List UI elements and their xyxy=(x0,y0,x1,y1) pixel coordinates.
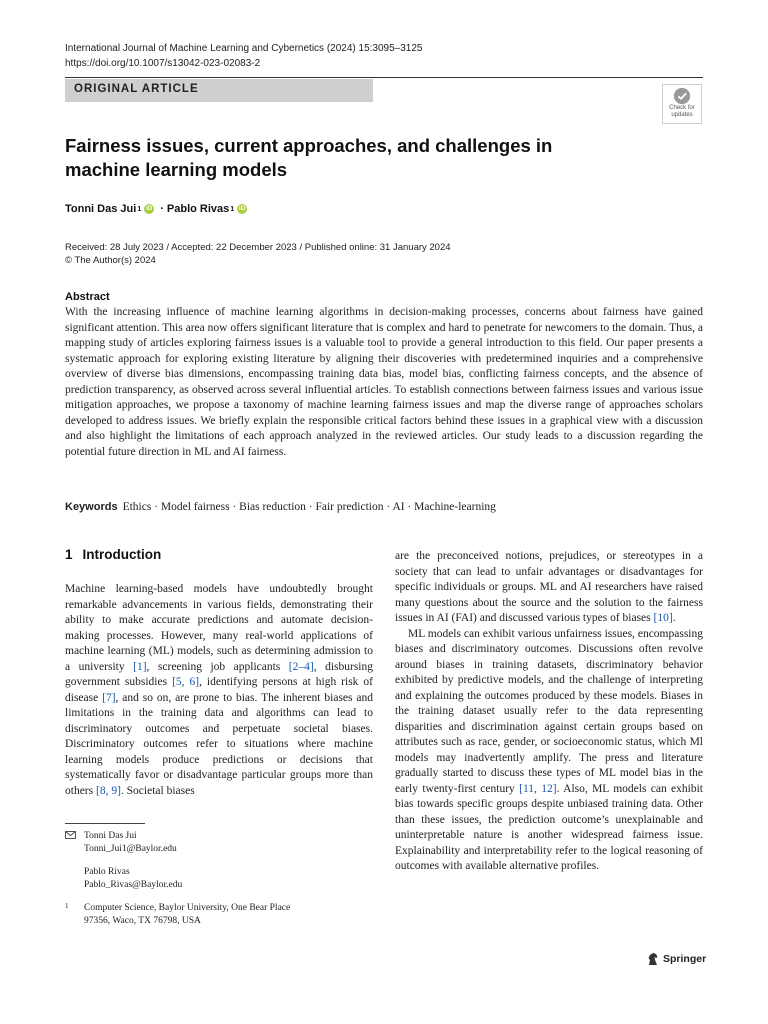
coauthor-contact xyxy=(65,866,365,891)
orcid-icon[interactable]: iD xyxy=(145,205,153,212)
citation-link[interactable]: [10] xyxy=(653,612,673,624)
contact-name: Pablo Rivas xyxy=(84,867,130,877)
affiliation-mark: 1 xyxy=(65,902,69,910)
affiliation-footnote xyxy=(65,902,365,927)
check-for-updates-icon xyxy=(673,87,691,105)
springer-horse-icon xyxy=(647,952,659,966)
text-run: Machine learning-based models have undoubtedly brought remarkable advancements in various fields, demonstrating their ability to make accurate predictions and automate decision-making processes. However, many real-world applications of machine learning (ML) models, such as determining admission to a university xyxy=(65,583,373,673)
author-affiliation-mark: 1 xyxy=(230,205,235,213)
journal-header xyxy=(65,41,422,71)
author-name[interactable]: Pablo Rivas xyxy=(166,203,230,215)
author-list xyxy=(65,203,250,215)
body-paragraph xyxy=(65,582,373,799)
contact-email[interactable]: Pablo_Rivas@Baylor.edu xyxy=(84,879,183,890)
badge-line-1: Check for xyxy=(669,105,695,111)
citation-link[interactable]: [11, 12] xyxy=(519,782,557,795)
text-run: , identifying persons at high risk of disease xyxy=(65,676,373,704)
contact-email[interactable]: Tonni_Jui1@Baylor.edu xyxy=(84,843,177,854)
text-run: . xyxy=(672,612,676,624)
keywords-label: Keywords xyxy=(65,501,118,513)
affiliation-line: Computer Science, Baylor University, One Bear Place xyxy=(84,903,291,913)
keywords xyxy=(65,501,496,513)
dates-line: Received: 28 July 2023 / Accepted: 22 December 2023 / Published online: 31 January 2024 xyxy=(65,242,451,253)
text-run: are the preconceived notions, prejudices, or stereotypes in a society that can lead to unfair advantages or disadvantages for specific individuals or groups. ML and AI researchers have raised many questions about the source and the solution to the fairness issues in AI (FAI) and discussed various types of biases xyxy=(395,550,703,624)
body-column-right xyxy=(395,549,703,875)
body-column-left xyxy=(65,582,373,799)
footnotes xyxy=(65,830,365,927)
article-type-label: ORIGINAL ARTICLE xyxy=(65,79,373,102)
section-heading-introduction xyxy=(65,547,161,562)
citation-link[interactable]: [8, 9] xyxy=(95,784,121,797)
footnote-rule xyxy=(65,823,145,824)
abstract-heading: Abstract xyxy=(65,291,110,303)
article-title: Fairness issues, current approaches, and challenges in machine learning models xyxy=(65,135,553,180)
text-run: . Societal biases xyxy=(120,784,195,797)
doi-link[interactable]: https://doi.org/10.1007/s13042-023-02083-2 xyxy=(65,58,261,69)
badge-line-2: updates xyxy=(671,111,693,118)
keywords-text: Ethics · Model fairness · Bias reduction · Fair prediction · AI · Machine-learning xyxy=(122,501,496,513)
citation-link[interactable]: [2–4] xyxy=(288,660,314,673)
contact-name: Tonni Das Jui xyxy=(84,831,137,841)
body-paragraph xyxy=(395,549,703,627)
affiliation-line: 97356, Waco, TX 76798, USA xyxy=(84,915,201,926)
author-affiliation-mark: 1 xyxy=(137,205,142,213)
abstract-text: With the increasing influence of machine learning algorithms in decision-making processes, concerns about fairness have gained significant attention. This area now offers significant literature that is complex and hard to penetrate for newcomers to the domain. Thus, a mapping study of articles exploring fairness issues is a valuable tool to provide a general introduction to this field. Our paper presents a systematic approach for exploring existing literature by aligning their discoveries with predetermined inquiries and a comprehensive overview of diverse bias dimensions, encompassing training data bias, model bias, conflicting fairness concepts, and the absence of prediction transparency, as observed across several influential articles. To establish connections between fairness issues and various issue mitigation approaches, we propose a taxonomy of machine learning fairness issues and map the diverse range of approaches scholars developed to address issues. We briefly explain the responsible critical factors behind these issues in a graphical view with a discussion and also highlight the limitations of each approach analyzed in the reviewed articles. Our study leads to a discussion regarding the potential future direction in ML and AI fairness. xyxy=(65,306,703,458)
publisher-logo[interactable] xyxy=(647,952,706,966)
journal-citation: International Journal of Machine Learning and Cybernetics (2024) 15:3095–3125 xyxy=(65,43,423,54)
citation-link[interactable]: [1] xyxy=(133,660,147,673)
text-run: , screening job applicants xyxy=(146,660,289,673)
publisher-name: Springer xyxy=(663,953,707,965)
orcid-icon[interactable]: iD xyxy=(238,205,246,212)
text-run: ML models can exhibit various unfairness issues, encompassing biases and discriminatory outcomes. Discussions often revolve around biases in training datasets, discriminatory behavior exhibited by predictive models, and the challenge of interpreting and explaining the outcomes produced by these models. Biases in the training dataset usually refer to the data representing disparities and discrimination against certain groups based on attributes such as race, gender, or socioeconomic status, which Ml models may inadvertently amplify. The press and literature gradually started to discuss these types of ML model bias in the early twenty-first century xyxy=(395,627,703,795)
citation-link[interactable]: [5, 6] xyxy=(172,676,200,688)
corresponding-author-contact xyxy=(65,830,365,855)
envelope-icon xyxy=(65,830,84,855)
section-title: Introduction xyxy=(82,547,162,562)
publication-dates xyxy=(65,241,451,267)
check-for-updates-badge[interactable] xyxy=(662,84,702,124)
text-run: , disbursing government subsidies xyxy=(65,660,373,688)
section-number: 1 xyxy=(65,547,73,562)
text-run: . Also, ML models can exhibit bias towards specific groups despite unbiased training data. Other than these issues, the prediction outcome’s unexplainable and uninterpretable nature is another widespread fairness issue. Explainability and interpretability refer to the logical reasoning of outcomes with available alternative profiles. xyxy=(395,782,703,872)
header-rule xyxy=(65,77,703,78)
body-paragraph xyxy=(395,627,703,875)
author-separator: · xyxy=(160,203,164,215)
copyright-line: © The Author(s) 2024 xyxy=(65,255,156,266)
citation-link[interactable]: [7] xyxy=(102,691,116,704)
author-name[interactable]: Tonni Das Jui xyxy=(65,203,137,215)
text-run: , and so on, are prone to bias. The inherent biases and limitations in the training data and algorithms can lead to discriminatory outcomes and perpetuate societal biases. Discriminatory outcomes refer to situations where machine learning models produce predictions or decisions that systematically favor or disadvantage particular groups more than others xyxy=(65,691,373,797)
